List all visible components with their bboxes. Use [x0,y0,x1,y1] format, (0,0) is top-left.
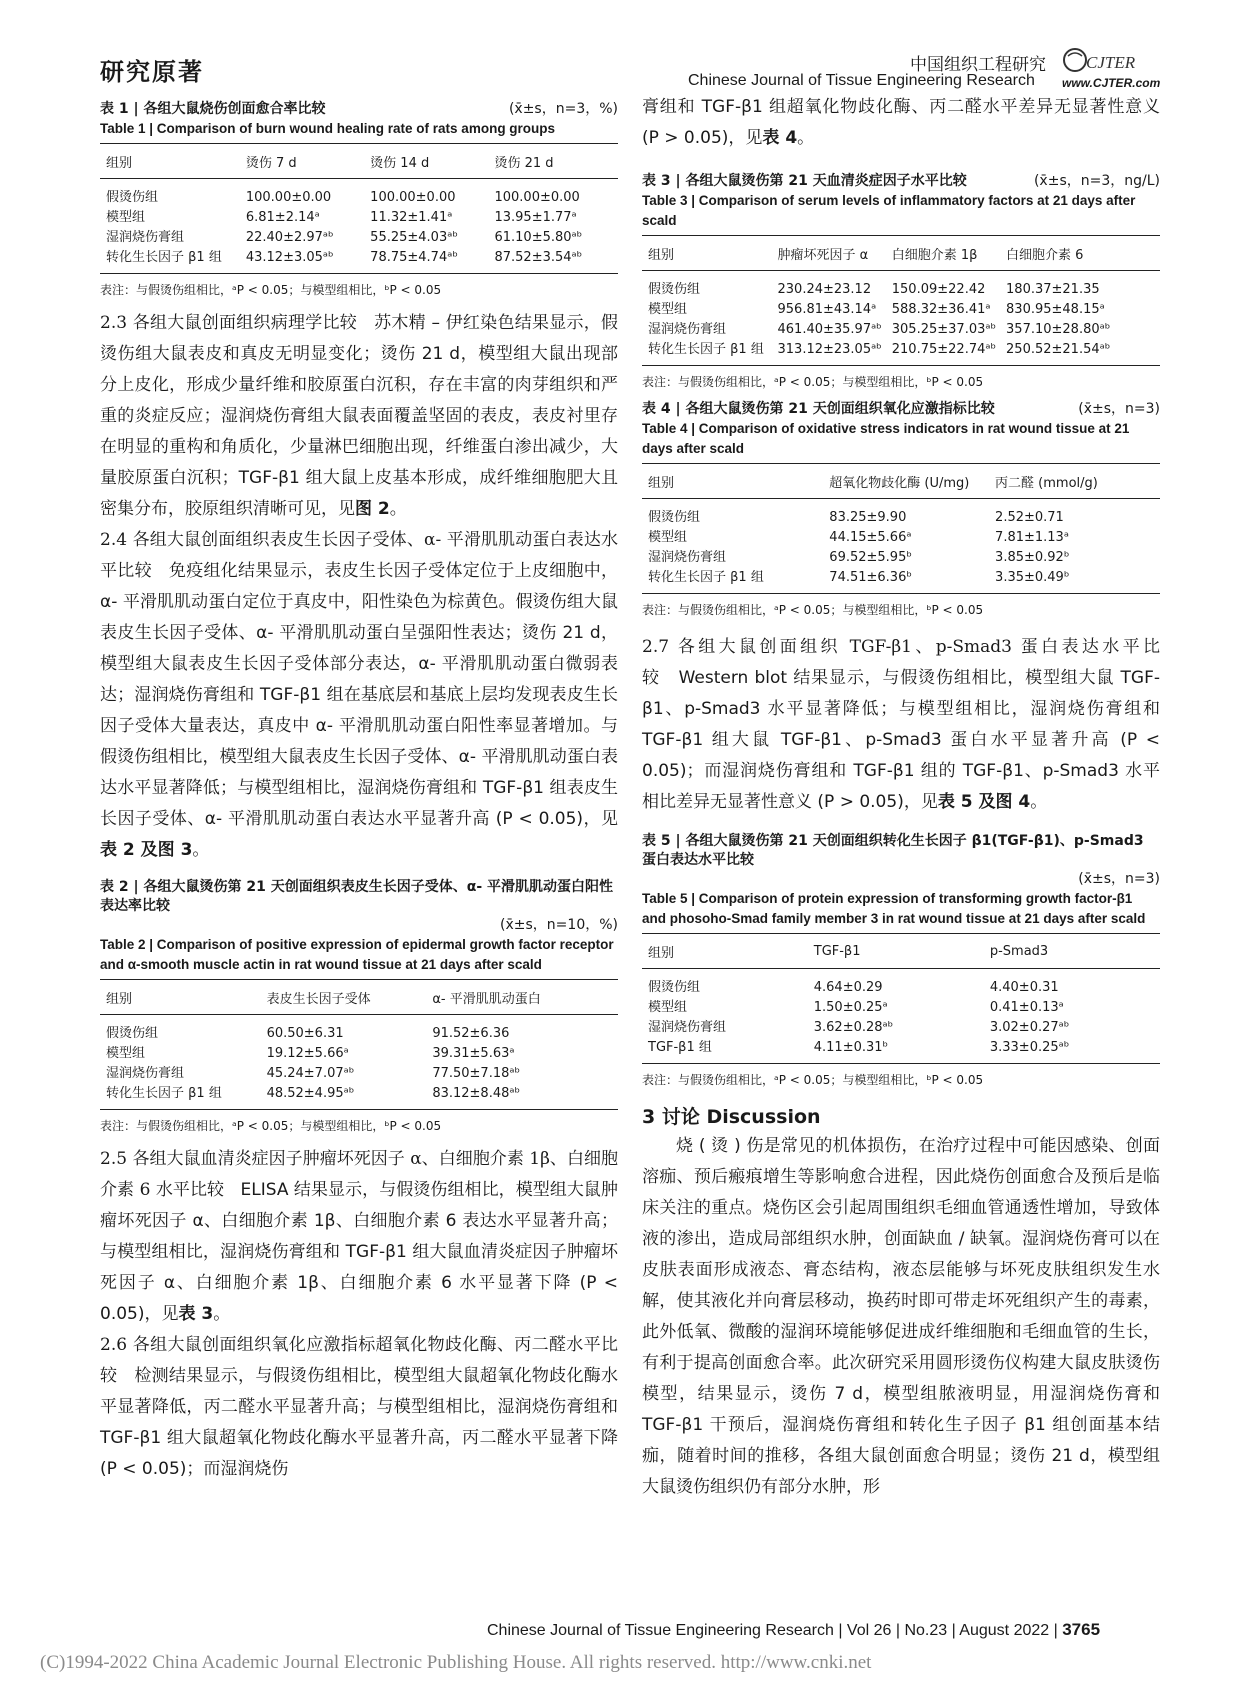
table-row [100,247,618,274]
table-cell: 210.75±22.74ᵃᵇ [886,339,1000,366]
table-note: 表注：与假烫伤组相比，ᵃP < 0.05；与模型组相比，ᵇP < 0.05 [642,603,984,617]
section-heading: 2.4 各组大鼠创面组织表皮生长因子受体、α- 平滑肌肌动蛋白表达水平比较 [100,530,618,581]
table-meta: (x̄±s，n=3，ng/L) [1033,173,1160,189]
table-cell: 61.10±5.80ᵃᵇ [494,230,583,245]
column-header: α- 平滑肌肌动蛋白 [426,980,618,1015]
table-row [100,1083,618,1110]
table-cell: 3.35±0.49ᵇ [989,567,1160,594]
table-caption-en: Table 1 | Comparison of burn wound healing rate of rats among groups [100,121,556,136]
column-header: 表皮生长因子受体 [261,980,427,1015]
table-1 [100,100,618,298]
column-header: 肿瘤坏死因子 α [772,236,886,271]
data-table [642,235,1160,366]
table-cell: 4.64±0.29 [813,980,883,995]
table-cell: 48.52±4.95ᵃᵇ [261,1083,427,1110]
table-caption-en: Table 2 | Comparison of positive expression of epidermal growth factor receptor and α-smooth muscle actin in rat wound tissue at 21 days after scald [100,937,614,972]
table-ref: 表 4 [762,128,798,148]
section-2-6-continued [642,92,1160,154]
table-row [642,499,1160,528]
column-header: 丙二醛 (mmol/g) [989,464,1160,499]
table-cell: 91.52±6.36 [432,1026,510,1041]
table-cell: 4.40±0.31 [989,980,1059,995]
section-2-7 [642,632,1160,818]
table-cell: 77.50±7.18ᵃᵇ [432,1066,521,1081]
table-cell: 湿润烧伤膏组 [648,322,727,337]
data-table [100,979,618,1110]
section-2-3 [100,308,618,525]
table-cell: TGF-β1 组 [642,1037,808,1064]
table-row [642,271,1160,300]
paragraph-text: Western blot 结果显示，与假烫伤组相比，模型组大鼠 TGF-β1、p-Smad3 水平显著降低；与模型组相比，湿润烧伤膏组和 TGF-β1 组大鼠 TGF-β1、p-Smad3 蛋白水平显著升高 (P < 0.05)；而湿润烧伤膏组和 TGF-β1 组的 TGF-β1、p-Smad3 水平相比差异无显著性意义 (P > 0.05)，见 [642,668,1161,812]
table-cell: 3.02±0.27ᵃᵇ [989,1020,1070,1035]
paragraph-text: 检测结果显示，与假烫伤组相比，模型组大鼠超氧化物歧化酶水平显著降低，丙二醛水平显著升高；与模型组相比，湿润烧伤膏组和 TGF-β1 组大鼠超氧化物歧化酶水平显著升高，丙二醛水平显著下降 (P < 0.05)；而湿润烧伤 [100,1366,619,1479]
table-cell: 588.32±36.41ᵃ [891,302,991,317]
paragraph-end: 。 [213,1304,231,1324]
copyright-watermark: (C)1994-2022 China Academic Journal Electronic Publishing House. All rights reserved. http://www.cnki.net [40,1652,872,1673]
table-meta: (x̄±s，n=3) [1078,401,1160,417]
table-cell: 150.09±22.42 [891,282,986,297]
column-header: 组别 [100,144,240,179]
table-cell: 39.31±5.63ᵃ [432,1046,515,1061]
footer-citation: Chinese Journal of Tissue Engineering Research | Vol 26 | No.23 | August 2022 | [487,1622,1058,1639]
table-cell: 模型组 [648,1000,688,1015]
table-cell: 4.11±0.31ᵇ [808,1037,984,1064]
table-cell: 3.85±0.92ᵇ [995,550,1070,565]
data-table [642,463,1160,594]
table-cell: 湿润烧伤膏组 [106,1066,185,1081]
column-header: 烫伤 21 d [488,144,618,179]
table-cell: 313.12±23.05ᵃᵇ [772,339,886,366]
column-header: 组别 [642,236,772,271]
table-cell: 461.40±35.97ᵃᵇ [777,322,882,337]
table-cell: 假烫伤组 [648,510,701,525]
table-cell: 模型组 [648,302,688,317]
table-cell: 250.52±21.54ᵃᵇ [1000,339,1160,366]
table-cell: 1.50±0.25ᵃ [813,1000,888,1015]
column-header: 烫伤 7 d [240,144,364,179]
table-cell: 模型组 [106,1046,146,1061]
column-header: 组别 [642,934,808,969]
data-table [642,933,1160,1064]
left-column [100,100,618,1485]
journal-logo [1062,46,1142,74]
table-cell: 转化生长因子 β1 组 [642,339,772,366]
table-4 [642,400,1160,618]
journal-url: www.CJTER.com [1062,76,1161,90]
table-row [642,969,1160,998]
column-header: 组别 [642,464,823,499]
paragraph-end: 。 [389,499,407,519]
table-cell: 44.15±5.66ᵃ [829,530,912,545]
table-cell: 230.24±23.12 [777,282,872,297]
table-cell: 湿润烧伤膏组 [648,550,727,565]
page-number: 3765 [1062,1620,1101,1639]
table-row [100,179,618,208]
table-ref: 表 3 [178,1304,214,1324]
paragraph-end: 。 [192,840,210,860]
table-cell: 7.81±1.13ᵃ [995,530,1069,545]
section-3-heading: 3 讨论 Discussion [642,1106,821,1128]
table-3 [642,172,1160,390]
table-cell: 74.51±6.36ᵇ [823,567,989,594]
table-cell: 湿润烧伤膏组 [648,1020,727,1035]
table-row [642,299,1160,319]
table-row [642,319,1160,339]
table-cell: 22.40±2.97ᵃᵇ [245,230,334,245]
paragraph-end: 。 [1030,792,1048,812]
table-cell: 357.10±28.80ᵃᵇ [1006,322,1111,337]
table-meta: (x̄±s，n=3，%) [508,101,618,117]
table-note: 表注：与假烫伤组相比，ᵃP < 0.05；与模型组相比，ᵇP < 0.05 [100,283,442,297]
table-cell: 转化生长因子 β1 组 [100,247,240,274]
table-row [100,207,618,227]
table-cell: 模型组 [106,210,146,225]
table-note: 表注：与假烫伤组相比，ᵃP < 0.05；与模型组相比，ᵇP < 0.05 [642,1073,984,1087]
table-cell: 转化生长因子 β1 组 [100,1083,261,1110]
section-heading: 2.6 各组大鼠创面组织氧化应激指标超氧化物歧化酶、丙二醛水平比较 [100,1335,618,1386]
table-row [642,997,1160,1017]
table-cell: 假烫伤组 [106,190,159,205]
table-cell: 83.12±8.48ᵃᵇ [426,1083,618,1110]
journal-title-cn: 中国组织工程研究 [910,55,1046,75]
column-header: 超氧化物歧化酶 (U/mg) [823,464,989,499]
table-cell: 3.33±0.25ᵃᵇ [984,1037,1160,1064]
table-row [100,227,618,247]
right-column [642,92,1160,1503]
table-caption-en: Table 4 | Comparison of oxidative stress indicators in rat wound tissue at 21 days after scald [642,421,1130,456]
section-2-5 [100,1144,618,1330]
table-caption-en: Table 5 | Comparison of protein expression of transforming growth factor-β1 and phosoho-Smad family member 3 in rat wound tissue at 21 days after scald [642,891,1146,926]
column-header: 白细胞介素 6 [1000,236,1160,271]
table-row [642,339,1160,366]
table-ref: 表 5 及图 4 [937,792,1031,812]
table-caption-cn: 表 5 | 各组大鼠烫伤第 21 天创面组织转化生长因子 β1(TGF-β1)、p-Smad3 蛋白表达水平比较 [642,833,1144,868]
table-cell: 6.81±2.14ᵃ [245,210,320,225]
table-row [642,547,1160,567]
figure-ref: 图 2 [355,499,390,519]
paragraph-text: 苏木精 – 伊红染色结果显示，假烫伤组大鼠表皮和真皮无明显变化；烫伤 21 d，模型组大鼠出现部分上皮化，形成少量纤维和胶原蛋白沉积，存在丰富的肉芽组织和严重的炎症反应；湿润烧伤膏组大鼠表面覆盖坚固的表皮，表皮衬里存在明显的重构和角质化，少量淋巴细胞出现，纤维蛋白渗出减少，大量胶原蛋白沉积；TGF-β1 组大鼠上皮基本形成，成纤维细胞肥大且密集分布，胶原组织清晰可见，见 [100,313,618,519]
table-cell: 转化生长因子 β1 组 [642,567,823,594]
section-heading: 2.7 各组大鼠创面组织 TGF-β1、p-Smad3 蛋白表达水平比较 [642,637,1160,688]
section-2-6 [100,1330,618,1485]
table-5 [642,832,1160,1088]
table-cell: 2.52±0.71 [995,510,1064,525]
table-cell: 43.12±3.05ᵃᵇ [240,247,364,274]
table-cell: 100.00±0.00 [370,190,456,205]
column-header: 组别 [100,980,261,1015]
table-row [642,1037,1160,1064]
table-caption-en: Table 3 | Comparison of serum levels of inflammatory factors at 21 days after scald [642,193,1136,228]
table-note: 表注：与假烫伤组相比，ᵃP < 0.05；与模型组相比，ᵇP < 0.05 [100,1119,442,1133]
paragraph-text: ELISA 结果显示，与假烫伤组相比，模型组大鼠肿瘤坏死因子 α、白细胞介素 1β、白细胞介素 6 表达水平显著升高；与模型组相比，湿润烧伤膏组和 TGF-β1 组大鼠血清炎症因子肿瘤坏死因子 α、白细胞介素 1β、白细胞介素 6 水平显著下降 (P < 0.05)，见 [100,1180,618,1324]
table-cell: 45.24±7.07ᵃᵇ [266,1066,355,1081]
section-label: 研究原著 [100,58,204,86]
table-cell: 13.95±1.77ᵃ [494,210,577,225]
table-cell: 3.62±0.28ᵃᵇ [813,1020,894,1035]
table-cell: 100.00±0.00 [245,190,332,205]
column-header: TGF-β1 [808,934,984,969]
table-cell: 假烫伤组 [648,282,701,297]
table-cell: 60.50±6.31 [266,1026,344,1041]
column-header: p-Smad3 [984,934,1160,969]
table-cell: 假烫伤组 [106,1026,159,1041]
table-cell: 0.41±0.13ᵃ [989,1000,1064,1015]
table-cell: 55.25±4.03ᵃᵇ [370,230,458,245]
section-2-4 [100,525,618,866]
table-cell: 830.95±48.15ᵃ [1006,302,1105,317]
table-caption-cn: 表 4 | 各组大鼠烫伤第 21 天创面组织氧化应激指标比较 [642,401,995,417]
table-row [100,1015,618,1044]
paragraph-text: 免疫组化结果显示，表皮生长因子受体定位于上皮细胞中，α- 平滑肌肌动蛋白定位于真皮中，阳性染色为棕黄色。假烫伤组大鼠表皮生长因子受体、α- 平滑肌肌动蛋白呈强阳性表达；烫伤 21 d，模型组大鼠表皮生长因子受体部分表达，α- 平滑肌肌动蛋白微弱表达；湿润烧伤膏组和 TGF-β1 组在基底层和基底上层均发现表皮生长因子受体大量表达，真皮中 α- 平滑肌肌动蛋白阳性率显著增加。与假烫伤组相比，模型组大鼠表皮生长因子受体、α- 平滑肌肌动蛋白表达水平显著降低；与模型组相比，湿润烧伤膏组和 TGF-β1 组表皮生长因子受体、α- 平滑肌肌动蛋白表达水平显著升高 (P < 0.05)，见 [100,561,619,829]
footer [487,1620,1100,1640]
table-cell: 19.12±5.66ᵃ [266,1046,349,1061]
table-note: 表注：与假烫伤组相比，ᵃP < 0.05；与模型组相比，ᵇP < 0.05 [642,375,984,389]
table-meta: (x̄±s，n=3) [1078,871,1160,887]
table-cell: 湿润烧伤膏组 [106,230,185,245]
table-cell: 305.25±37.03ᵃᵇ [891,322,997,337]
table-2 [100,878,618,1134]
paragraph-text: 膏组和 TGF-β1 组超氧化物歧化酶、丙二醛水平差异无显著性意义 (P > 0.05)，见 [642,97,1160,148]
figure-ref: 表 2 及图 3 [100,840,193,860]
section-heading: 2.5 各组大鼠血清炎症因子肿瘤坏死因子 α、白细胞介素 1β、白细胞介素 6 水平比较 [100,1149,618,1200]
table-cell: 11.32±1.41ᵃ [370,210,453,225]
column-header: 烫伤 14 d [364,144,488,179]
table-cell: 模型组 [648,530,688,545]
table-row [100,1043,618,1063]
table-caption-cn: 表 2 | 各组大鼠烫伤第 21 天创面组织表皮生长因子受体、α- 平滑肌肌动蛋白阳性表达率比较 [100,879,614,914]
table-row [642,1017,1160,1037]
table-cell: 83.25±9.90 [829,510,907,525]
table-meta: (x̄±s，n=10，%) [500,917,618,933]
paragraph-end: 。 [797,128,815,148]
table-cell: 假烫伤组 [648,980,701,995]
journal-title-en: Chinese Journal of Tissue Engineering Research [688,72,1035,89]
table-cell: 69.52±5.95ᵇ [829,550,912,565]
table-cell: 78.75±4.74ᵃᵇ [364,247,488,274]
table-row [100,1063,618,1083]
column-header: 白细胞介素 1β [886,236,1000,271]
logo-text: CJTER [1086,53,1136,72]
data-table [100,143,618,274]
table-caption-cn: 表 3 | 各组大鼠烫伤第 21 天血清炎症因子水平比较 [642,173,967,189]
table-row [642,527,1160,547]
table-cell: 956.81±43.14ᵃ [777,302,877,317]
section-3-paragraph: 烧 ( 烫 ) 伤是常见的机体损伤，在治疗过程中可能因感染、创面溶痂、预后瘢痕增生等影响愈合进程，因此烧伤创面愈合及预后是临床关注的重点。烧伤区会引起周围组织毛细血管通透性增加，导致体液的渗出，造成局部组织水肿，创面缺血 / 缺氧。湿润烧伤膏可以在皮肤表面形成液态、膏态结构，液态层能够与坏死皮肤组织发生水解，使其液化并向膏层移动，换药时即可带走坏死组织产生的毒素，此外低氧、微酸的湿润环境能够促进成纤维细胞和毛细血管的生长，有利于提高创面愈合率。此次研究采用圆形烫伤仪构建大鼠皮肤烫伤模型，结果显示，烫伤 7 d，模型组脓液明显，用湿润烧伤膏和 TGF-β1 干预后，湿润烧伤膏组和转化生子因子 β1 组创面基本结痂，随着时间的推移，各组大鼠创面愈合明显；烫伤 21 d，模型组大鼠烫伤组织仍有部分水肿，形 [642,1136,1160,1497]
table-cell: 100.00±0.00 [494,190,580,205]
table-row [642,567,1160,594]
table-caption-cn: 表 1 | 各组大鼠烧伤创面愈合率比较 [100,101,326,117]
table-cell: 180.37±21.35 [1006,282,1100,297]
section-heading: 2.3 各组大鼠创面组织病理学比较 [100,313,358,333]
table-cell: 87.52±3.54ᵃᵇ [488,247,618,274]
